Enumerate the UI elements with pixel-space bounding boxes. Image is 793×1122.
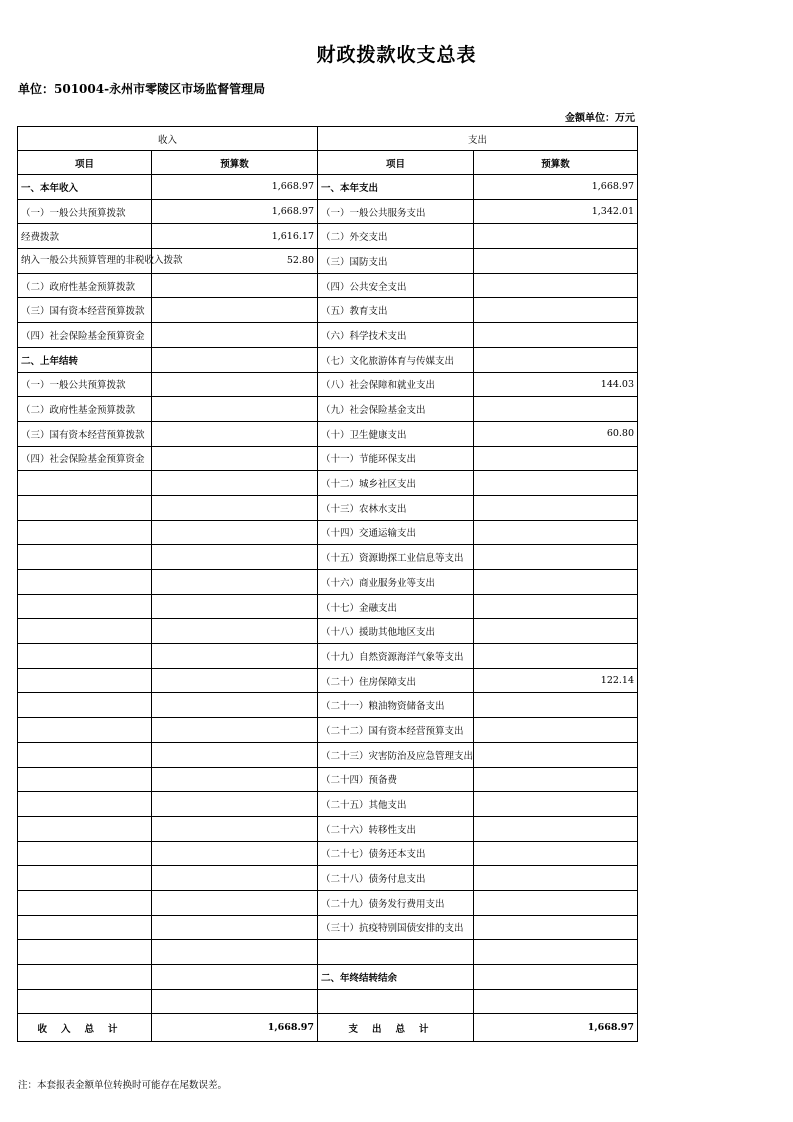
expense-item bbox=[318, 940, 474, 965]
expense-total-label: 支出总计 bbox=[318, 1014, 474, 1042]
expense-item: 一、本年支出 bbox=[318, 175, 474, 200]
table-row bbox=[18, 890, 638, 915]
income-value bbox=[152, 816, 318, 841]
expense-item: （三十）抗疫特别国债安排的支出 bbox=[318, 915, 474, 940]
table-row bbox=[18, 397, 638, 422]
expense-item: （十四）交通运输支出 bbox=[318, 520, 474, 545]
header-expense-budget: 预算数 bbox=[474, 151, 638, 175]
table-row bbox=[18, 965, 638, 990]
income-value bbox=[152, 915, 318, 940]
income-value bbox=[152, 273, 318, 298]
table-row bbox=[18, 495, 638, 520]
expense-value bbox=[474, 520, 638, 545]
table-row bbox=[18, 989, 638, 1014]
income-item bbox=[18, 989, 152, 1014]
expense-value bbox=[474, 644, 638, 669]
table-row bbox=[18, 668, 638, 693]
income-value bbox=[152, 495, 318, 520]
table-row bbox=[18, 471, 638, 496]
unit-label: 单位：501004-永州市零陵区市场监督管理局 bbox=[18, 82, 266, 96]
expense-value bbox=[474, 249, 638, 274]
expense-item: （二十四）预备费 bbox=[318, 767, 474, 792]
expense-value bbox=[474, 545, 638, 570]
expense-item: （三）国防支出 bbox=[318, 249, 474, 274]
expense-item: （七）文化旅游体育与传媒支出 bbox=[318, 347, 474, 372]
expense-item: （二十五）其他支出 bbox=[318, 792, 474, 817]
expense-item: （十六）商业服务业等支出 bbox=[318, 570, 474, 595]
income-item bbox=[18, 890, 152, 915]
expense-value: 1,342.01 bbox=[474, 199, 638, 224]
expense-item: （五）教育支出 bbox=[318, 298, 474, 323]
expense-value bbox=[474, 866, 638, 891]
income-value bbox=[152, 965, 318, 990]
income-item bbox=[18, 520, 152, 545]
table-row bbox=[18, 841, 638, 866]
expense-value bbox=[474, 323, 638, 348]
expense-item: （十八）援助其他地区支出 bbox=[318, 619, 474, 644]
expense-value: 144.03 bbox=[474, 372, 638, 397]
income-value bbox=[152, 298, 318, 323]
page-title: 财政拨款收支总表 bbox=[316, 44, 477, 66]
table-row bbox=[18, 644, 638, 669]
expense-item: （二十七）债务还本支出 bbox=[318, 841, 474, 866]
table-row bbox=[18, 273, 638, 298]
income-value bbox=[152, 570, 318, 595]
expense-value bbox=[474, 940, 638, 965]
table-row bbox=[18, 446, 638, 471]
income-item bbox=[18, 495, 152, 520]
income-item bbox=[18, 718, 152, 743]
expense-item: 二、年终结转结余 bbox=[318, 965, 474, 990]
expense-value bbox=[474, 347, 638, 372]
expense-item: （十二）城乡社区支出 bbox=[318, 471, 474, 496]
table-body bbox=[18, 175, 638, 1014]
income-value bbox=[152, 323, 318, 348]
income-value bbox=[152, 841, 318, 866]
expense-value bbox=[474, 594, 638, 619]
income-value bbox=[152, 866, 318, 891]
income-value bbox=[152, 520, 318, 545]
expense-value bbox=[474, 471, 638, 496]
income-value bbox=[152, 989, 318, 1014]
income-value bbox=[152, 693, 318, 718]
table-row bbox=[18, 421, 638, 446]
table-row bbox=[18, 323, 638, 348]
expense-value bbox=[474, 816, 638, 841]
expense-item: （十九）自然资源海洋气象等支出 bbox=[318, 644, 474, 669]
income-value bbox=[152, 742, 318, 767]
income-item bbox=[18, 767, 152, 792]
income-value bbox=[152, 545, 318, 570]
expense-value bbox=[474, 718, 638, 743]
income-item bbox=[18, 866, 152, 891]
income-item bbox=[18, 965, 152, 990]
expense-value bbox=[474, 915, 638, 940]
income-item bbox=[18, 619, 152, 644]
header-expense: 支出 bbox=[318, 127, 638, 151]
income-item: 二、上年结转 bbox=[18, 347, 152, 372]
expense-value bbox=[474, 792, 638, 817]
expense-item: （二十六）转移性支出 bbox=[318, 816, 474, 841]
income-item bbox=[18, 915, 152, 940]
expense-value bbox=[474, 841, 638, 866]
income-item bbox=[18, 792, 152, 817]
table-row bbox=[18, 249, 638, 274]
header-row-groups bbox=[18, 127, 638, 151]
expense-value bbox=[474, 446, 638, 471]
expense-item: （九）社会保险基金支出 bbox=[318, 397, 474, 422]
expense-value bbox=[474, 767, 638, 792]
income-value bbox=[152, 940, 318, 965]
income-item bbox=[18, 471, 152, 496]
expense-item: （一）一般公共服务支出 bbox=[318, 199, 474, 224]
table-row bbox=[18, 347, 638, 372]
amount-unit-label: 金额单位：万元 bbox=[565, 113, 635, 124]
income-value bbox=[152, 767, 318, 792]
income-item: （一）一般公共预算拨款 bbox=[18, 199, 152, 224]
expense-value bbox=[474, 989, 638, 1014]
header-income-item: 项目 bbox=[18, 151, 152, 175]
table-row bbox=[18, 915, 638, 940]
income-value: 1,668.97 bbox=[152, 175, 318, 200]
expense-value: 60.80 bbox=[474, 421, 638, 446]
expense-item: （二十九）债务发行费用支出 bbox=[318, 890, 474, 915]
income-item bbox=[18, 693, 152, 718]
income-value: 1,668.97 bbox=[152, 199, 318, 224]
expense-item: （十三）农林水支出 bbox=[318, 495, 474, 520]
income-value bbox=[152, 471, 318, 496]
header-income-budget: 预算数 bbox=[152, 151, 318, 175]
expense-value bbox=[474, 742, 638, 767]
income-value: 1,616.17 bbox=[152, 224, 318, 249]
table-row bbox=[18, 520, 638, 545]
income-item: （四）社会保险基金预算资金 bbox=[18, 323, 152, 348]
expense-value: 122.14 bbox=[474, 668, 638, 693]
income-item: （三）国有资本经营预算拨款 bbox=[18, 298, 152, 323]
table-row bbox=[18, 570, 638, 595]
table-row bbox=[18, 940, 638, 965]
table-row bbox=[18, 718, 638, 743]
expense-value bbox=[474, 619, 638, 644]
table-row bbox=[18, 742, 638, 767]
footnote: 注：本套报表金额单位转换时可能存在尾数误差。 bbox=[18, 1080, 228, 1091]
table-row bbox=[18, 594, 638, 619]
expense-item: （二十三）灾害防治及应急管理支出 bbox=[318, 742, 474, 767]
expense-value bbox=[474, 397, 638, 422]
budget-table bbox=[17, 126, 638, 1042]
income-item: 一、本年收入 bbox=[18, 175, 152, 200]
table-row bbox=[18, 298, 638, 323]
table-row bbox=[18, 767, 638, 792]
income-item bbox=[18, 816, 152, 841]
expense-item: （十一）节能环保支出 bbox=[318, 446, 474, 471]
table-row bbox=[18, 224, 638, 249]
income-value bbox=[152, 619, 318, 644]
income-item: 纳入一般公共预算管理的非税收入拨款 bbox=[18, 249, 152, 274]
expense-total-value: 1,668.97 bbox=[474, 1014, 638, 1042]
expense-value bbox=[474, 890, 638, 915]
expense-item: （十七）金融支出 bbox=[318, 594, 474, 619]
income-item bbox=[18, 841, 152, 866]
table-row bbox=[18, 816, 638, 841]
expense-value bbox=[474, 570, 638, 595]
header-expense-item: 项目 bbox=[318, 151, 474, 175]
expense-value bbox=[474, 495, 638, 520]
table-row bbox=[18, 693, 638, 718]
income-item: （三）国有资本经营预算拨款 bbox=[18, 421, 152, 446]
expense-item: （十五）资源勘探工业信息等支出 bbox=[318, 545, 474, 570]
expense-item: （二）外交支出 bbox=[318, 224, 474, 249]
table-row bbox=[18, 545, 638, 570]
income-item: 经费拨款 bbox=[18, 224, 152, 249]
income-value bbox=[152, 890, 318, 915]
income-value: 52.80 bbox=[152, 249, 318, 274]
income-value bbox=[152, 421, 318, 446]
income-item: （一）一般公共预算拨款 bbox=[18, 372, 152, 397]
income-item: （二）政府性基金预算拨款 bbox=[18, 397, 152, 422]
expense-value: 1,668.97 bbox=[474, 175, 638, 200]
expense-item bbox=[318, 989, 474, 1014]
income-total-value: 1,668.97 bbox=[152, 1014, 318, 1042]
header-income: 收入 bbox=[18, 127, 318, 151]
expense-value bbox=[474, 965, 638, 990]
income-value bbox=[152, 446, 318, 471]
income-item bbox=[18, 742, 152, 767]
income-item bbox=[18, 644, 152, 669]
expense-item: （二十二）国有资本经营预算支出 bbox=[318, 718, 474, 743]
income-value bbox=[152, 594, 318, 619]
expense-item: （四）公共安全支出 bbox=[318, 273, 474, 298]
income-item bbox=[18, 570, 152, 595]
income-value bbox=[152, 718, 318, 743]
header-row-columns bbox=[18, 151, 638, 175]
expense-value bbox=[474, 273, 638, 298]
income-item: （四）社会保险基金预算资金 bbox=[18, 446, 152, 471]
income-value bbox=[152, 397, 318, 422]
expense-item: （二十八）债务付息支出 bbox=[318, 866, 474, 891]
table-row bbox=[18, 619, 638, 644]
table-row bbox=[18, 372, 638, 397]
expense-value bbox=[474, 693, 638, 718]
table-row bbox=[18, 866, 638, 891]
expense-item: （二十一）粮油物资储备支出 bbox=[318, 693, 474, 718]
income-item: （二）政府性基金预算拨款 bbox=[18, 273, 152, 298]
income-item bbox=[18, 668, 152, 693]
income-value bbox=[152, 644, 318, 669]
income-value bbox=[152, 347, 318, 372]
expense-item: （十）卫生健康支出 bbox=[318, 421, 474, 446]
income-total-label: 收入总计 bbox=[18, 1014, 152, 1042]
table-row bbox=[18, 175, 638, 200]
expense-value bbox=[474, 298, 638, 323]
income-item bbox=[18, 594, 152, 619]
income-value bbox=[152, 792, 318, 817]
expense-item: （六）科学技术支出 bbox=[318, 323, 474, 348]
table-row bbox=[18, 792, 638, 817]
income-item bbox=[18, 940, 152, 965]
income-value bbox=[152, 372, 318, 397]
total-row bbox=[18, 1014, 638, 1042]
income-value bbox=[152, 668, 318, 693]
table-row bbox=[18, 199, 638, 224]
expense-item: （八）社会保障和就业支出 bbox=[318, 372, 474, 397]
expense-value bbox=[474, 224, 638, 249]
expense-item: （二十）住房保障支出 bbox=[318, 668, 474, 693]
income-item bbox=[18, 545, 152, 570]
